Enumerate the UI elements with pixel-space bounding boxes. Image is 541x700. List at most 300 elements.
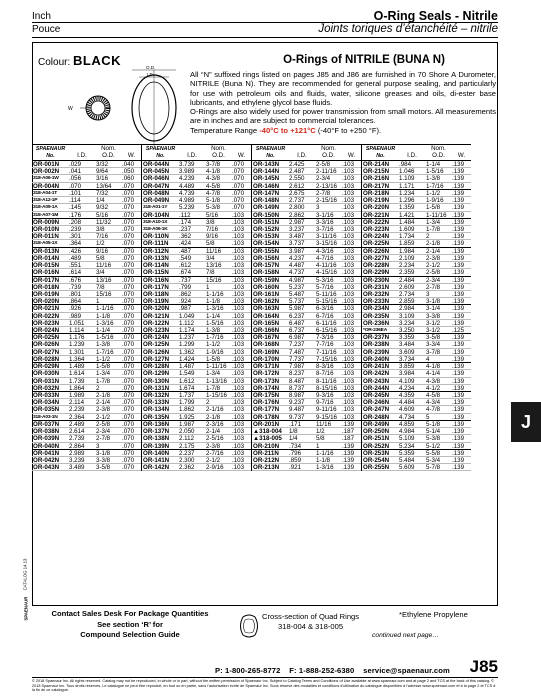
part-number: OR-234N: [363, 305, 390, 312]
part-number: OR-223N: [363, 225, 390, 233]
width: .187: [342, 435, 355, 442]
table-row: [142, 262, 251, 269]
table-row: [362, 255, 471, 262]
outer-diameter: 3-7/8: [206, 161, 221, 168]
inner-diameter: 3.239: [69, 456, 85, 464]
table-row: [362, 161, 471, 168]
inner-diameter: 4.609: [399, 406, 415, 413]
width: .070: [122, 225, 135, 233]
outer-diameter: 1/2: [316, 428, 325, 435]
inner-diameter: 2.175: [179, 442, 195, 449]
part-number: OR-127N: [143, 355, 170, 363]
part-number: OR-178N: [253, 413, 280, 420]
outer-diameter: 3-1/2: [426, 319, 441, 327]
inner-diameter: .801: [69, 290, 82, 298]
table-row: [142, 370, 251, 377]
part-number: OR-132N: [143, 392, 170, 399]
inner-diameter: .176: [69, 211, 82, 218]
description-p1: All “N” suffixed rings listed on pages J85 and J86 are furnished in 70 Shore A Durometer, NITRILE (Buna N). They are recommended for general purpose sealing, and particularly for use with petroleum oils and fluids, water, silicone greases and oils, di-ester base lubricants, and ethylene glycol base fluids.: [190, 70, 496, 107]
width: .139: [452, 233, 465, 240]
part-number: OR-038N: [33, 428, 60, 435]
width: .103: [232, 355, 245, 363]
part-number: OR-146N: [253, 182, 280, 189]
part-number: OR-104N: [143, 211, 170, 218]
inner-diameter: .174: [179, 218, 192, 225]
outer-diameter: 3-1/8: [426, 298, 441, 305]
part-number: OR-165N: [253, 319, 280, 327]
table-row: [142, 334, 251, 341]
part-number: OR-176N: [253, 399, 280, 406]
outer-diameter: 3-1/4: [426, 305, 441, 312]
inner-diameter: .676: [69, 276, 82, 283]
part-number: OR-218N: [363, 189, 390, 197]
part-number: OR-129N: [143, 370, 170, 377]
table-row: [142, 291, 251, 298]
table-row: [252, 464, 361, 471]
outer-diameter: 5-7/16: [316, 283, 334, 290]
inner-diameter: 2.800: [289, 204, 305, 211]
part-number: OR-135N: [143, 413, 170, 420]
width: .103: [342, 254, 355, 262]
part-number: OR-113N: [143, 254, 169, 262]
part-number: OR-235N: [363, 312, 390, 319]
inner-diameter: 1.799: [179, 399, 195, 406]
table-row: [252, 298, 361, 305]
table-row: [252, 284, 361, 291]
outer-diameter: 4-7/16: [316, 254, 334, 262]
footer-phone: P: 1-800-265-8772: [215, 666, 281, 675]
inner-diameter: 5.487: [289, 290, 305, 298]
table-row: [362, 443, 471, 450]
table-row: [252, 457, 361, 464]
outer-diameter: 3: [96, 442, 100, 449]
width: .139: [342, 464, 355, 471]
part-number: OR-236N: [363, 319, 390, 327]
part-number: 318-A12-1P: [33, 198, 58, 204]
table-row: [362, 392, 471, 399]
part-number: OR-162N: [253, 298, 280, 305]
table-row: [252, 399, 361, 406]
width: .103: [232, 240, 245, 247]
table-row: [142, 399, 251, 406]
outer-diameter: 2-3/8: [426, 254, 441, 262]
width: .139: [452, 305, 465, 312]
table-column: [142, 144, 252, 471]
inner-diameter: .862: [179, 290, 192, 298]
inner-diameter: 2.675: [289, 189, 305, 197]
part-number: OR-039N: [33, 435, 60, 442]
outer-diameter: 2-1/8: [426, 240, 441, 247]
table-row: [32, 457, 141, 464]
part-number: OR-174N: [253, 384, 280, 391]
table-row: [252, 406, 361, 413]
table-row: [362, 298, 471, 305]
table-row: [362, 464, 471, 471]
width: .070: [122, 182, 135, 189]
header-title: O-Ring Seals - Nitrile: [373, 9, 498, 23]
outer-diameter: 7/8: [206, 269, 215, 276]
outer-diameter: 4-1/4: [426, 370, 441, 377]
part-number: OR-227N: [363, 254, 390, 262]
outer-diameter: 1-11/16: [426, 211, 447, 218]
inner-diameter: 1.737: [179, 392, 195, 399]
width: .103: [342, 211, 355, 218]
inner-diameter: 2.364: [69, 413, 85, 420]
part-number: OR-225N: [363, 240, 390, 247]
outer-diameter: 5/8: [316, 435, 325, 442]
width: .103: [342, 384, 355, 391]
outer-diameter: 7-3/16: [316, 334, 334, 341]
table-row: [142, 212, 251, 219]
width: .103: [342, 262, 355, 269]
outer-diameter: 1-5/16: [206, 319, 224, 327]
width: .103: [342, 240, 355, 247]
table-row: [32, 313, 141, 320]
inner-diameter: 2.234: [399, 262, 415, 269]
part-number: OR-233N: [363, 298, 390, 305]
part-number: OR-238N: [363, 341, 390, 348]
width: .070: [122, 442, 135, 449]
part-number: OR-229N: [363, 269, 390, 276]
table-row: [142, 233, 251, 240]
part-number: OR-168N: [253, 341, 280, 348]
part-number: OR-048N: [143, 189, 170, 197]
table-row: [252, 269, 361, 276]
table-row: [32, 269, 141, 276]
table-row: [142, 457, 251, 464]
table-row: [362, 175, 471, 182]
part-number: OR-213N: [253, 464, 280, 471]
table-row: [142, 392, 251, 399]
inner-diameter: 3.489: [69, 464, 85, 471]
inner-diameter: 2.114: [69, 399, 85, 406]
part-number: OR-121N: [143, 312, 170, 319]
outer-diameter: 1-3/8: [96, 341, 111, 348]
width: .139: [452, 225, 465, 233]
header-cell: I.D.: [187, 151, 197, 159]
width: .070: [122, 312, 135, 319]
width: .070: [232, 197, 245, 204]
outer-diameter: 2-5/16: [206, 435, 224, 442]
inner-diameter: 1.114: [69, 327, 85, 334]
inner-diameter: 7.987: [289, 363, 305, 370]
table-row: [252, 233, 361, 240]
part-number: OR-224N: [363, 233, 390, 240]
inner-diameter: 4.489: [179, 182, 195, 189]
width: .070: [122, 240, 135, 247]
inner-diameter: 4.739: [179, 189, 195, 197]
part-number: OR-047N: [143, 182, 170, 189]
table-row: [362, 197, 471, 204]
outer-diameter: 2: [426, 233, 430, 240]
table-row: [252, 204, 361, 211]
inner-diameter: 8.737: [289, 384, 305, 391]
width: .070: [122, 370, 135, 377]
inner-diameter: 1.612: [179, 377, 195, 384]
table-row: [32, 370, 141, 377]
width: .103: [232, 298, 245, 305]
width: .139: [452, 334, 465, 341]
table-row: [362, 414, 471, 421]
inner-diameter: 1.239: [69, 341, 85, 348]
inner-diameter: 1.301: [69, 348, 85, 355]
table-row: [252, 378, 361, 385]
outer-diameter: 5-3/16: [316, 276, 334, 283]
outer-diameter: 2-1/4: [96, 399, 111, 406]
table-row: [32, 183, 141, 190]
table-row: [32, 406, 141, 413]
table-row: [142, 385, 251, 392]
table-row: [252, 443, 361, 450]
table-row: [362, 291, 471, 298]
width: .103: [232, 370, 245, 377]
inner-diameter: .549: [179, 254, 192, 262]
table-row: [32, 212, 141, 219]
inner-diameter: 7.737: [289, 355, 305, 363]
width: .139: [452, 399, 465, 406]
outer-diameter: 1-9/16: [206, 348, 224, 355]
table-row: [362, 320, 471, 327]
table-header: [362, 144, 471, 161]
width: .103: [232, 218, 245, 225]
table-row: [252, 385, 361, 392]
part-number: OR-139N: [143, 442, 170, 449]
table-row: [32, 204, 141, 211]
table-row: [32, 305, 141, 312]
table-row: [142, 320, 251, 327]
outer-diameter: 11/16: [96, 262, 112, 269]
width: .103: [232, 254, 245, 262]
outer-diameter: 3/16: [96, 175, 109, 182]
width: .070: [122, 269, 135, 276]
part-number: OR-177N: [253, 406, 280, 413]
table-row: [142, 248, 251, 255]
width: .103: [232, 399, 245, 406]
width: .103: [342, 312, 355, 319]
table-row: [32, 349, 141, 356]
width: .070: [122, 262, 135, 269]
inner-diameter: 1.362: [179, 348, 195, 355]
width: .139: [452, 464, 465, 471]
part-number: *OR-236EA: [363, 328, 388, 334]
inner-diameter: .864: [69, 298, 82, 305]
width: .139: [452, 377, 465, 384]
width: .103: [342, 175, 355, 182]
inner-diameter: 1.864: [69, 384, 85, 391]
part-number: OR-153N: [253, 233, 280, 240]
inner-diameter: .734: [289, 442, 302, 449]
width: .070: [122, 449, 135, 456]
part-number: OR-248N: [363, 413, 390, 420]
part-number: OR-041N: [33, 449, 60, 456]
width: .070: [232, 161, 245, 168]
inner-diameter: 1.237: [179, 334, 195, 341]
table-row: [142, 277, 251, 284]
inner-diameter: 9.237: [289, 399, 305, 406]
part-number: OR-254N: [363, 456, 390, 464]
table-row: [142, 421, 251, 428]
outer-diameter: 1-1/8: [96, 312, 111, 319]
table-header: [252, 144, 361, 161]
part-number: 318-A06-1W: [33, 176, 59, 182]
table-row: [32, 233, 141, 240]
outer-diameter: 2-7/16: [206, 449, 224, 456]
width: .103: [232, 420, 245, 428]
width: .070: [122, 204, 135, 211]
table-row: [32, 443, 141, 450]
product-description: [190, 70, 496, 135]
table-row: [142, 435, 251, 442]
outer-diameter: 5-3/4: [426, 456, 441, 464]
width: .070: [122, 189, 135, 197]
outer-diameter: 2-13/16: [316, 182, 337, 189]
table-row: [252, 334, 361, 341]
part-number: OR-004N: [33, 182, 60, 189]
inner-diameter: .101: [69, 189, 82, 197]
part-number: OR-024N: [33, 327, 60, 334]
inner-diameter: 2.864: [69, 442, 85, 449]
width: .070: [122, 355, 135, 363]
part-number: OR-128N: [143, 363, 170, 370]
outer-diameter: 5-1/8: [426, 420, 441, 428]
table-row: [252, 183, 361, 190]
inner-diameter: 1/4: [289, 435, 298, 442]
table-row: [142, 269, 251, 276]
table-row: [142, 197, 251, 204]
width: .139: [452, 211, 465, 218]
part-number: OR-124N: [143, 334, 170, 341]
part-number: OR-044N: [143, 161, 170, 168]
table-row: [32, 356, 141, 363]
outer-diameter: 1-1/2: [206, 341, 221, 348]
outer-diameter: 3-7/8: [426, 348, 441, 355]
table-row: [252, 341, 361, 348]
table-row: [142, 313, 251, 320]
inner-diameter: 3.484: [399, 341, 415, 348]
width: .070: [122, 341, 135, 348]
inner-diameter: 1.925: [179, 413, 195, 420]
width: .070: [232, 204, 245, 211]
table-row: [142, 450, 251, 457]
inner-diameter: .301: [69, 233, 82, 240]
inner-diameter: 1/8: [289, 428, 298, 435]
inner-diameter: .362: [179, 233, 192, 240]
brand-logo: SPAENAUR: [23, 596, 29, 621]
table-row: [252, 262, 361, 269]
part-number: OR-239N: [363, 348, 390, 355]
inner-diameter: .859: [289, 456, 302, 464]
header-cell: W.: [237, 151, 246, 159]
part-number: OR-031N: [33, 377, 60, 384]
inner-diameter: 1.051: [69, 319, 85, 327]
outer-diameter: 2-1/2: [426, 262, 441, 269]
width: .070: [122, 428, 135, 435]
width: .070: [122, 305, 135, 312]
width: .070: [122, 435, 135, 442]
inner-diameter: 4.859: [399, 420, 415, 428]
inner-diameter: 2.362: [179, 464, 195, 471]
outer-diameter: 1-13/16: [206, 377, 227, 384]
table-row: [32, 392, 141, 399]
width: .139: [452, 218, 465, 225]
outer-diameter: 2-3/8: [206, 442, 221, 449]
width: .139: [452, 240, 465, 247]
part-number: OR-241N: [363, 363, 390, 370]
outer-diameter: 1-9/16: [426, 197, 444, 204]
table-row: [142, 219, 251, 226]
outer-diameter: 9-7/16: [316, 399, 334, 406]
outer-diameter: 4-11/16: [316, 262, 337, 269]
width: .139: [342, 449, 355, 456]
table-row: [32, 435, 141, 442]
outer-diameter: 1-1/8: [206, 298, 221, 305]
part-number: OR-166N: [253, 327, 280, 334]
inner-diameter: 1.424: [179, 355, 195, 363]
outer-diameter: 1-1/16: [96, 305, 114, 312]
part-number: OR-231N: [363, 283, 390, 290]
outer-diameter: 3-15/16: [316, 240, 337, 247]
part-number: OR-142N: [143, 464, 170, 471]
width: .103: [232, 377, 245, 384]
table-row: [362, 277, 471, 284]
header-cell: SPAENAUR No.: [365, 146, 396, 159]
part-number: OR-114N: [143, 262, 169, 269]
inner-diameter: 6.487: [289, 319, 305, 327]
outer-diameter: 1-1/2: [96, 355, 111, 363]
outer-diameter: 1-7/16: [96, 348, 114, 355]
table-row: [142, 168, 251, 175]
part-number: 318-A03-1N: [33, 414, 58, 420]
part-number: OR-134N: [143, 406, 170, 413]
inner-diameter: .145: [69, 204, 82, 211]
width: .139: [452, 204, 465, 211]
outer-diameter: 1/2: [96, 240, 105, 247]
width: .139: [452, 312, 465, 319]
part-number: OR-020N: [33, 298, 60, 305]
header-unit-fr: Pouce: [32, 24, 61, 35]
outer-diameter: 3/8: [96, 225, 105, 233]
outer-diameter: 2-5/8: [96, 420, 111, 428]
outer-diameter: 1-3/8: [206, 327, 221, 334]
width: .070: [232, 189, 245, 197]
inner-diameter: .674: [179, 269, 192, 276]
header-unit: Inch: [32, 11, 51, 22]
part-number: OR-138N: [143, 435, 170, 442]
width: .070: [232, 168, 245, 175]
outer-diameter: 3/4: [96, 269, 105, 276]
outer-diameter: 1: [316, 442, 320, 449]
part-number: OR-161N: [253, 290, 280, 298]
outer-diameter: 2-1/2: [96, 413, 111, 420]
table-row: [32, 363, 141, 370]
table-row: [142, 414, 251, 421]
outer-diameter: 1-3/16: [206, 305, 224, 312]
table-row: [252, 255, 361, 262]
part-number: OR-155N: [253, 247, 280, 254]
width: .103: [232, 456, 245, 464]
part-number: OR-131N: [143, 384, 170, 391]
part-number: OR-119N: [143, 298, 169, 305]
width: .060: [122, 175, 135, 182]
inner-diameter: 2.984: [399, 305, 415, 312]
outer-diameter: 7/32: [96, 189, 109, 197]
width: .139: [452, 341, 465, 348]
inner-diameter: 3.734: [399, 355, 415, 363]
part-number: OR-016N: [33, 269, 60, 276]
legal-text: © 2018 Spaenaur Inc. All rights reserved. Catalog may not be reproduced, in whole or in part, without the written permission of Spaenaur Inc. Subject to Catalog Terms and Conditions of Use available at www.spaenaur.com and at page 2 and TCS at the back of this catalog. © 2018 Spaenaur Inc. Tous droits réservés. Le catalogue ne peut être reproduit, en tout ou en partie, sans l’autorisation écrite de Spaenaur Inc. Sous réserve des modalités et conditions d’utilisation du catalogue disponibles à l’adresse www.spaenaur.com et à la page 2 et TCS à la fin de ce catalogue.: [32, 679, 496, 693]
part-number: OR-032N: [33, 384, 60, 391]
part-number: 318-A01-1Y: [143, 205, 168, 211]
